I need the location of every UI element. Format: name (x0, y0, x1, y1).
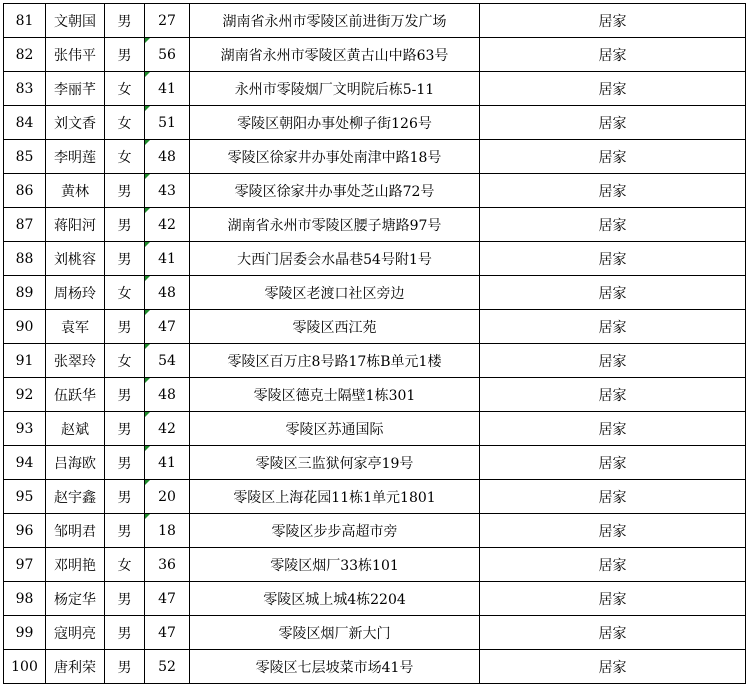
records-table-body (4, 4, 746, 684)
row-number-cell-text: 82 (15, 46, 34, 63)
row-number-cell[interactable] (4, 344, 46, 378)
sex-cell[interactable] (105, 548, 145, 582)
sex-cell[interactable] (105, 650, 145, 684)
table-row (4, 650, 746, 684)
age-cell[interactable] (145, 412, 190, 446)
address-cell-text: 零陵区七层坡菜市场41号 (255, 659, 414, 676)
table-row (4, 480, 746, 514)
address-cell-text: 零陵区老渡口社区旁边 (264, 285, 405, 302)
address-cell[interactable] (190, 446, 480, 480)
address-cell[interactable] (190, 140, 480, 174)
row-number-cell-text: 81 (15, 12, 34, 29)
row-number-cell[interactable] (4, 208, 46, 242)
address-cell[interactable] (190, 650, 480, 684)
age-cell-text: 27 (158, 12, 176, 29)
address-cell[interactable] (190, 582, 480, 616)
row-number-cell-text: 86 (15, 182, 34, 199)
sex-cell[interactable] (105, 514, 145, 548)
age-cell[interactable] (145, 310, 190, 344)
table-row (4, 208, 746, 242)
table-row (4, 174, 746, 208)
age-cell[interactable] (145, 208, 190, 242)
cell-comment-marker-icon (145, 140, 150, 145)
age-cell[interactable] (145, 106, 190, 140)
row-number-cell-text: 83 (15, 80, 34, 97)
address-cell[interactable] (190, 106, 480, 140)
sex-cell[interactable] (105, 174, 145, 208)
name-cell-text: 刘桃容 (54, 251, 96, 268)
sex-cell[interactable] (105, 106, 145, 140)
address-cell-text: 零陵区苏通国际 (285, 421, 384, 438)
address-cell-text: 大西门居委会水晶巷54号附1号 (237, 251, 432, 268)
status-cell[interactable] (480, 616, 746, 650)
name-cell-text: 寇明亮 (54, 625, 96, 642)
status-cell-text: 居家 (598, 319, 627, 336)
name-cell-text: 李丽芊 (54, 81, 96, 98)
sex-cell-text: 男 (117, 183, 132, 200)
age-cell[interactable] (145, 514, 190, 548)
status-cell[interactable] (480, 208, 746, 242)
age-cell-text: 47 (158, 318, 176, 335)
sex-cell[interactable] (105, 242, 145, 276)
age-cell[interactable] (145, 650, 190, 684)
age-cell[interactable] (145, 242, 190, 276)
age-cell-text: 41 (158, 80, 176, 97)
status-cell-text: 居家 (598, 421, 627, 438)
name-cell[interactable] (46, 208, 105, 242)
sex-cell[interactable] (105, 378, 145, 412)
row-number-cell[interactable] (4, 174, 46, 208)
status-cell-text: 居家 (598, 149, 627, 166)
sex-cell[interactable] (105, 480, 145, 514)
age-cell-text: 41 (158, 454, 176, 471)
address-cell[interactable] (190, 412, 480, 446)
status-cell-text: 居家 (598, 489, 627, 506)
name-cell[interactable] (46, 242, 105, 276)
address-cell[interactable] (190, 72, 480, 106)
name-cell-text: 张翠玲 (54, 353, 96, 370)
row-number-cell-text: 85 (15, 148, 34, 165)
sex-cell-text: 女 (117, 149, 132, 166)
sex-cell-text: 女 (117, 285, 132, 302)
name-cell-text: 杨定华 (54, 591, 96, 608)
row-number-cell[interactable] (4, 242, 46, 276)
row-number-cell[interactable] (4, 514, 46, 548)
cell-comment-marker-icon (145, 514, 150, 519)
address-cell-text: 零陵区步步高超市旁 (271, 523, 398, 540)
row-number-cell-text: 99 (15, 624, 34, 641)
row-number-cell-text: 100 (11, 658, 38, 675)
table-row (4, 276, 746, 310)
name-cell[interactable] (46, 412, 105, 446)
status-cell[interactable] (480, 4, 746, 38)
row-number-cell-text: 93 (15, 420, 34, 437)
cell-comment-marker-icon (145, 242, 150, 247)
name-cell[interactable] (46, 174, 105, 208)
address-cell-text: 湖南省永州市零陵区黄古山中路63号 (220, 47, 449, 64)
address-cell[interactable] (190, 344, 480, 378)
name-cell-text: 张伟平 (54, 47, 96, 64)
row-number-cell-text: 91 (15, 352, 34, 369)
table-row (4, 4, 746, 38)
address-cell-text: 湖南省永州市零陵区腰子塘路97号 (227, 217, 442, 234)
name-cell[interactable] (46, 480, 105, 514)
row-number-cell-text: 94 (15, 454, 34, 471)
status-cell-text: 居家 (598, 183, 627, 200)
sex-cell-text: 男 (117, 251, 132, 268)
sex-cell-text: 女 (117, 81, 132, 98)
name-cell-text: 周杨玲 (54, 285, 96, 302)
age-cell[interactable] (145, 548, 190, 582)
cell-comment-marker-icon (145, 72, 150, 77)
age-cell-text: 48 (158, 148, 176, 165)
status-cell[interactable] (480, 446, 746, 480)
table-row (4, 446, 746, 480)
row-number-cell[interactable] (4, 38, 46, 72)
name-cell[interactable] (46, 140, 105, 174)
address-cell-text: 永州市零陵烟厂文明院后栋5-11 (234, 81, 435, 98)
sex-cell-text: 男 (117, 421, 132, 438)
name-cell[interactable] (46, 310, 105, 344)
address-cell-text: 零陵区西江苑 (292, 319, 377, 336)
age-cell-text: 47 (158, 590, 176, 607)
sex-cell[interactable] (105, 412, 145, 446)
row-number-cell[interactable] (4, 616, 46, 650)
age-cell[interactable] (145, 72, 190, 106)
table-row (4, 548, 746, 582)
address-cell[interactable] (190, 4, 480, 38)
status-cell-text: 居家 (598, 455, 627, 472)
status-cell-text: 居家 (598, 47, 627, 64)
name-cell-text: 唐利荣 (54, 659, 96, 676)
status-cell[interactable] (480, 242, 746, 276)
address-cell-text: 零陵区城上城4栋2204 (263, 591, 406, 608)
status-cell[interactable] (480, 582, 746, 616)
table-row (4, 310, 746, 344)
row-number-cell[interactable] (4, 650, 46, 684)
row-number-cell[interactable] (4, 548, 46, 582)
sex-cell[interactable] (105, 140, 145, 174)
age-cell[interactable] (145, 582, 190, 616)
cell-comment-marker-icon (145, 276, 150, 281)
table-row (4, 616, 746, 650)
sex-cell[interactable] (105, 446, 145, 480)
sex-cell[interactable] (105, 38, 145, 72)
sex-cell-text: 男 (117, 47, 132, 64)
row-number-cell-text: 98 (15, 590, 34, 607)
address-cell-text: 零陵区上海花园11栋1单元1801 (233, 489, 436, 506)
table-row (4, 242, 746, 276)
row-number-cell[interactable] (4, 72, 46, 106)
row-number-cell-text: 96 (15, 522, 34, 539)
sex-cell-text: 女 (117, 353, 132, 370)
name-cell[interactable] (46, 378, 105, 412)
name-cell[interactable] (46, 514, 105, 548)
status-cell[interactable] (480, 276, 746, 310)
address-cell-text: 湖南省永州市零陵区前进街万发广场 (222, 13, 447, 30)
table-row (4, 106, 746, 140)
status-cell[interactable] (480, 378, 746, 412)
name-cell-text: 邹明君 (54, 523, 96, 540)
sex-cell-text: 男 (117, 217, 132, 234)
age-cell[interactable] (145, 446, 190, 480)
row-number-cell-text: 84 (15, 114, 34, 131)
status-cell[interactable] (480, 140, 746, 174)
address-cell[interactable] (190, 616, 480, 650)
row-number-cell[interactable] (4, 412, 46, 446)
name-cell-text: 蒋阳河 (54, 217, 96, 234)
name-cell-text: 邓明艳 (54, 557, 96, 574)
status-cell-text: 居家 (598, 625, 627, 642)
name-cell[interactable] (46, 4, 105, 38)
sex-cell-text: 男 (117, 387, 132, 404)
age-cell[interactable] (145, 480, 190, 514)
address-cell-text: 零陵区烟厂33栋101 (270, 557, 399, 574)
cell-comment-marker-icon (145, 412, 150, 417)
sex-cell-text: 男 (117, 659, 132, 676)
age-cell-text: 51 (158, 114, 176, 131)
status-cell[interactable] (480, 514, 746, 548)
age-cell-text: 54 (158, 352, 176, 369)
row-number-cell[interactable] (4, 106, 46, 140)
records-table (3, 3, 746, 684)
status-cell[interactable] (480, 72, 746, 106)
status-cell-text: 居家 (598, 251, 627, 268)
address-cell[interactable] (190, 514, 480, 548)
name-cell[interactable] (46, 548, 105, 582)
cell-comment-marker-icon (145, 378, 150, 383)
address-cell[interactable] (190, 276, 480, 310)
address-cell[interactable] (190, 548, 480, 582)
status-cell[interactable] (480, 480, 746, 514)
age-cell-text: 56 (158, 46, 176, 63)
address-cell[interactable] (190, 242, 480, 276)
status-cell[interactable] (480, 548, 746, 582)
age-cell-text: 41 (158, 250, 176, 267)
sex-cell[interactable] (105, 4, 145, 38)
age-cell-text: 47 (158, 624, 176, 641)
status-cell[interactable] (480, 344, 746, 378)
table-row (4, 344, 746, 378)
row-number-cell[interactable] (4, 140, 46, 174)
row-number-cell-text: 90 (15, 318, 34, 335)
status-cell-text: 居家 (598, 81, 627, 98)
name-cell[interactable] (46, 72, 105, 106)
name-cell-text: 黄林 (61, 183, 89, 200)
age-cell[interactable] (145, 276, 190, 310)
status-cell[interactable] (480, 38, 746, 72)
address-cell-text: 零陵区烟厂新大门 (278, 625, 391, 642)
row-number-cell-text: 89 (15, 284, 34, 301)
address-cell-text: 零陵区徐家井办事处南津中路18号 (227, 149, 442, 166)
sex-cell[interactable] (105, 344, 145, 378)
table-row (4, 378, 746, 412)
sex-cell-text: 男 (117, 625, 132, 642)
status-cell[interactable] (480, 310, 746, 344)
age-cell-text: 20 (158, 488, 176, 505)
row-number-cell[interactable] (4, 276, 46, 310)
age-cell[interactable] (145, 616, 190, 650)
sex-cell-text: 女 (117, 557, 132, 574)
sex-cell[interactable] (105, 310, 145, 344)
age-cell-text: 52 (158, 658, 176, 675)
row-number-cell[interactable] (4, 378, 46, 412)
status-cell-text: 居家 (598, 557, 627, 574)
age-cell-text: 48 (158, 386, 176, 403)
row-number-cell-text: 97 (15, 556, 34, 573)
sex-cell[interactable] (105, 72, 145, 106)
row-number-cell[interactable] (4, 310, 46, 344)
table-row (4, 72, 746, 106)
row-number-cell-text: 92 (15, 386, 34, 403)
cell-comment-marker-icon (145, 344, 150, 349)
cell-comment-marker-icon (145, 174, 150, 179)
sex-cell-text: 男 (117, 455, 132, 472)
age-cell-text: 36 (158, 556, 176, 573)
status-cell-text: 居家 (598, 217, 627, 234)
address-cell[interactable] (190, 310, 480, 344)
address-cell-text: 零陵区德克士隔壁1栋301 (253, 387, 416, 404)
status-cell-text: 居家 (598, 285, 627, 302)
sex-cell[interactable] (105, 582, 145, 616)
age-cell[interactable] (145, 4, 190, 38)
row-number-cell-text: 88 (15, 250, 34, 267)
address-cell[interactable] (190, 174, 480, 208)
row-number-cell[interactable] (4, 446, 46, 480)
status-cell[interactable] (480, 650, 746, 684)
name-cell[interactable] (46, 106, 105, 140)
sex-cell-text: 男 (117, 489, 132, 506)
cell-comment-marker-icon (145, 446, 150, 451)
name-cell[interactable] (46, 344, 105, 378)
cell-comment-marker-icon (145, 310, 150, 315)
status-cell-text: 居家 (598, 115, 627, 132)
sex-cell[interactable] (105, 616, 145, 650)
status-cell[interactable] (480, 412, 746, 446)
table-row (4, 140, 746, 174)
address-cell-text: 零陵区朝阳办事处柳子街126号 (237, 115, 432, 132)
sex-cell[interactable] (105, 208, 145, 242)
name-cell-text: 赵宇鑫 (54, 489, 96, 506)
address-cell[interactable] (190, 38, 480, 72)
age-cell[interactable] (145, 140, 190, 174)
address-cell-text: 零陵区三监狱何家亭19号 (255, 455, 414, 472)
name-cell-text: 刘文香 (54, 115, 96, 132)
row-number-cell-text: 95 (15, 488, 34, 505)
address-cell[interactable] (190, 480, 480, 514)
sex-cell-text: 男 (117, 523, 132, 540)
age-cell[interactable] (145, 344, 190, 378)
sex-cell-text: 男 (117, 319, 132, 336)
name-cell[interactable] (46, 38, 105, 72)
name-cell[interactable] (46, 582, 105, 616)
status-cell-text: 居家 (598, 353, 627, 370)
name-cell-text: 李明莲 (54, 149, 96, 166)
row-number-cell[interactable] (4, 480, 46, 514)
status-cell-text: 居家 (598, 591, 627, 608)
address-cell-text: 零陵区徐家井办事处芝山路72号 (234, 183, 435, 200)
name-cell[interactable] (46, 276, 105, 310)
age-cell[interactable] (145, 38, 190, 72)
name-cell-text: 文朝国 (54, 13, 96, 30)
age-cell-text: 42 (158, 216, 176, 233)
name-cell[interactable] (46, 650, 105, 684)
name-cell[interactable] (46, 616, 105, 650)
sex-cell-text: 男 (117, 13, 132, 30)
status-cell-text: 居家 (598, 13, 627, 30)
row-number-cell-text: 87 (15, 216, 34, 233)
name-cell[interactable] (46, 446, 105, 480)
cell-comment-marker-icon (145, 106, 150, 111)
age-cell-text: 42 (158, 420, 176, 437)
address-cell[interactable] (190, 208, 480, 242)
status-cell-text: 居家 (598, 387, 627, 404)
cell-comment-marker-icon (145, 38, 150, 43)
name-cell-text: 赵斌 (61, 421, 89, 438)
address-cell-text: 零陵区百万庄8号路17栋B单元1楼 (227, 353, 442, 370)
row-number-cell[interactable] (4, 582, 46, 616)
sex-cell[interactable] (105, 276, 145, 310)
address-cell[interactable] (190, 378, 480, 412)
table-row (4, 38, 746, 72)
status-cell[interactable] (480, 174, 746, 208)
cell-comment-marker-icon (145, 480, 150, 485)
row-number-cell[interactable] (4, 4, 46, 38)
name-cell-text: 吕海欧 (54, 455, 96, 472)
age-cell[interactable] (145, 174, 190, 208)
age-cell[interactable] (145, 378, 190, 412)
age-cell-text: 18 (158, 522, 176, 539)
sex-cell-text: 男 (117, 591, 132, 608)
age-cell-text: 43 (158, 182, 176, 199)
status-cell-text: 居家 (598, 659, 627, 676)
cell-comment-marker-icon (145, 208, 150, 213)
table-row (4, 582, 746, 616)
name-cell-text: 伍跃华 (54, 387, 96, 404)
status-cell-text: 居家 (598, 523, 627, 540)
name-cell-text: 袁军 (61, 319, 89, 336)
age-cell-text: 48 (158, 284, 176, 301)
status-cell[interactable] (480, 106, 746, 140)
sex-cell-text: 女 (117, 115, 132, 132)
table-row (4, 514, 746, 548)
table-row (4, 412, 746, 446)
